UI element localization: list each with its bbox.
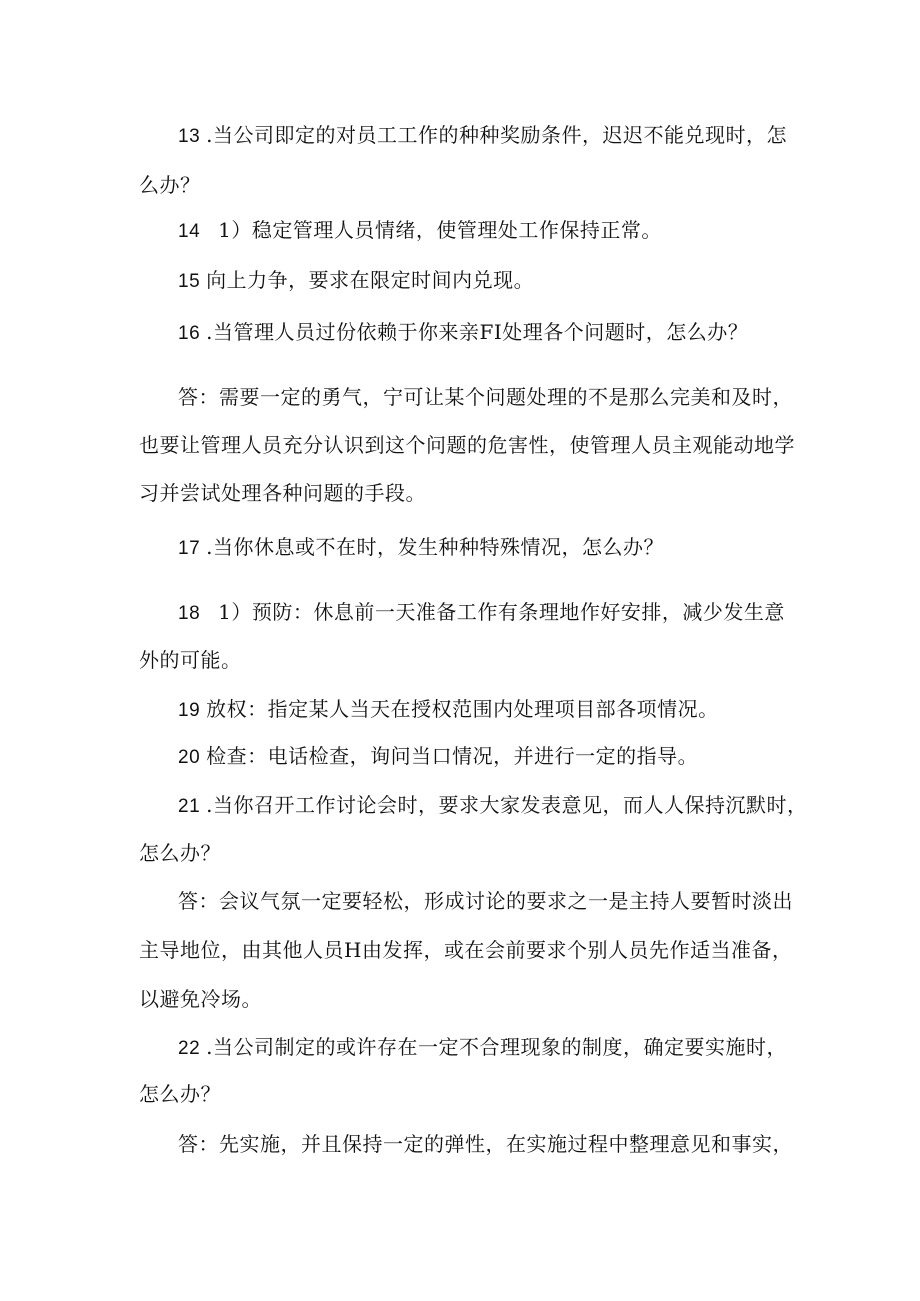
item-number: 15 <box>178 271 201 292</box>
paragraph-line <box>178 889 793 913</box>
line-text: 答：会议气氛一定要轻松，形成讨论的要求之一是主持人要暂时淡出 <box>178 889 793 913</box>
line-text: .当管理人员过份依赖于你来亲FI处理各个问题时，怎么办？ <box>206 320 749 344</box>
paragraph-line <box>178 697 719 723</box>
item-number: 16 <box>178 323 201 344</box>
line-text: 以避免冷场。 <box>139 987 262 1011</box>
line-text: 答：需要一定的勇气，宁可让某个问题处理的不是那么完美和及时， <box>178 385 793 409</box>
line-text: 答：先实施，并且保持一定的弹性，在实施过程中整理意见和事实， <box>178 1132 793 1156</box>
line-text: 放权：指定某人当天在授权范围内处理项目部各项情况。 <box>206 697 719 721</box>
paragraph-line <box>178 600 785 626</box>
paragraph-line <box>178 1035 787 1061</box>
item-number: 17 <box>178 538 201 559</box>
item-number: 13 <box>178 126 201 147</box>
line-text: 主导地位，由其他人员H由发挥，或在会前要求个别人员先作适当准备， <box>139 938 793 962</box>
paragraph-line <box>139 938 792 962</box>
item-number: 19 <box>178 700 201 721</box>
line-text: 么办？ <box>139 173 201 197</box>
paragraph-line <box>178 793 808 819</box>
paragraph-line <box>178 744 698 770</box>
paragraph-line <box>139 433 795 457</box>
paragraph-line <box>139 1082 221 1106</box>
paragraph-line <box>139 987 262 1011</box>
paragraph-line <box>178 535 664 561</box>
line-text: 怎么办？ <box>139 841 221 865</box>
item-number: 18 <box>178 603 201 624</box>
paragraph-line <box>178 268 534 294</box>
item-number: 20 <box>178 747 201 768</box>
item-number: 14 <box>178 221 201 242</box>
line-text: 向上力争，要求在限定时间内兑现。 <box>206 268 535 292</box>
item-number: 21 <box>178 796 201 817</box>
line-text: 也要让管理人员充分认识到这个问题的危害性，使管理人员主观能动地学 <box>139 433 795 457</box>
line-text: .当公司制定的或许存在一定不合理现象的制度，确定要实施时， <box>206 1035 787 1059</box>
line-text: 怎么办？ <box>139 1082 221 1106</box>
item-number: 22 <box>178 1038 201 1059</box>
paragraph-line <box>178 123 787 149</box>
line-text: .当你休息或不在时，发生种种特殊情况，怎么办？ <box>206 535 664 559</box>
paragraph-line <box>139 841 221 865</box>
line-text: 习并尝试处理各种问题的手段。 <box>139 481 426 505</box>
line-text: 1）稳定管理人员情绪，使管理处工作保持正常。 <box>218 218 662 242</box>
paragraph-line <box>178 385 793 409</box>
paragraph-line <box>178 320 748 346</box>
line-text: 检查：电话检查，询问当口情况，并进行一定的指导。 <box>206 744 699 768</box>
line-text: 外的可能。 <box>139 648 242 672</box>
paragraph-line <box>178 1132 793 1156</box>
line-text: .当公司即定的对员工工作的种种奖励条件，迟迟不能兑现时，怎 <box>206 123 787 147</box>
paragraph-line <box>139 173 201 197</box>
paragraph-line <box>139 648 242 672</box>
paragraph-line <box>139 481 426 505</box>
paragraph-line <box>178 218 662 244</box>
line-text: .当你召开工作讨论会时，要求大家发表意见，而人人保持沉默时， <box>206 793 808 817</box>
line-text: 1）预防：休息前一天准备工作有条理地作好安排，减少发生意 <box>218 600 785 624</box>
